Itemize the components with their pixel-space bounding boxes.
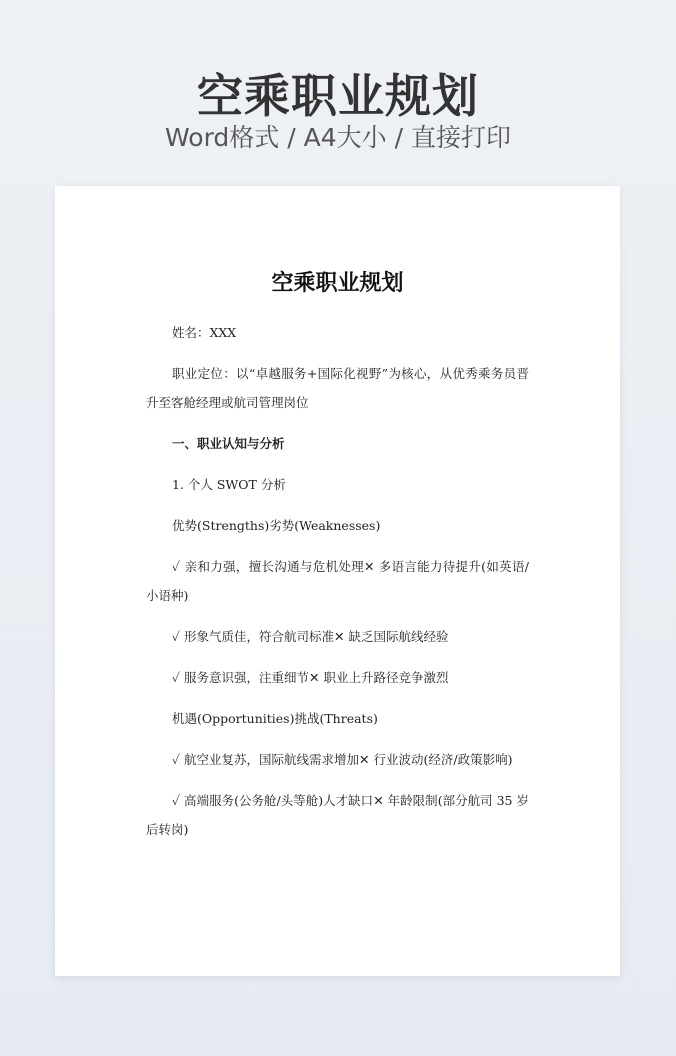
section-heading: 一、职业认知与分析 (172, 436, 285, 451)
swot-item: ✓ 服务意识强，注重细节✕ 职业上升路径竞争激烈 (172, 670, 449, 685)
name-line: 姓名：XXX (172, 325, 237, 340)
swot-row-header: 机遇(Opportunities)挑战(Threats) (172, 711, 378, 726)
document-page (55, 186, 620, 976)
document-title: 空乘职业规划 (271, 270, 404, 296)
banner-title: 空乘职业规划 (197, 69, 479, 123)
banner-subtitle: Word格式 / A4大小 / 直接打印 (165, 123, 511, 152)
career-positioning: 职业定位：以“卓越服务+国际化视野”为核心，从优秀乘务员晋升至客舱经理或航司管理岗位 (146, 366, 529, 410)
swot-item: ✓ 形象气质佳，符合航司标准✕ 缺乏国际航线经验 (172, 629, 449, 644)
swot-item: ✓ 航空业复苏，国际航线需求增加✕ 行业波动(经济/政策影响) (172, 752, 513, 767)
document-body (146, 318, 529, 856)
swot-row-header: 优势(Strengths)劣势(Weaknesses) (172, 518, 381, 533)
subsection-heading: 1. 个人 SWOT 分析 (172, 477, 286, 492)
swot-item: ✓ 高端服务(公务舱/头等舱)人才缺口✕ 年龄限制(部分航司 35 岁后转岗) (146, 793, 529, 837)
swot-item: ✓ 亲和力强，擅长沟通与危机处理✕ 多语言能力待提升(如英语/小语种) (146, 559, 529, 603)
